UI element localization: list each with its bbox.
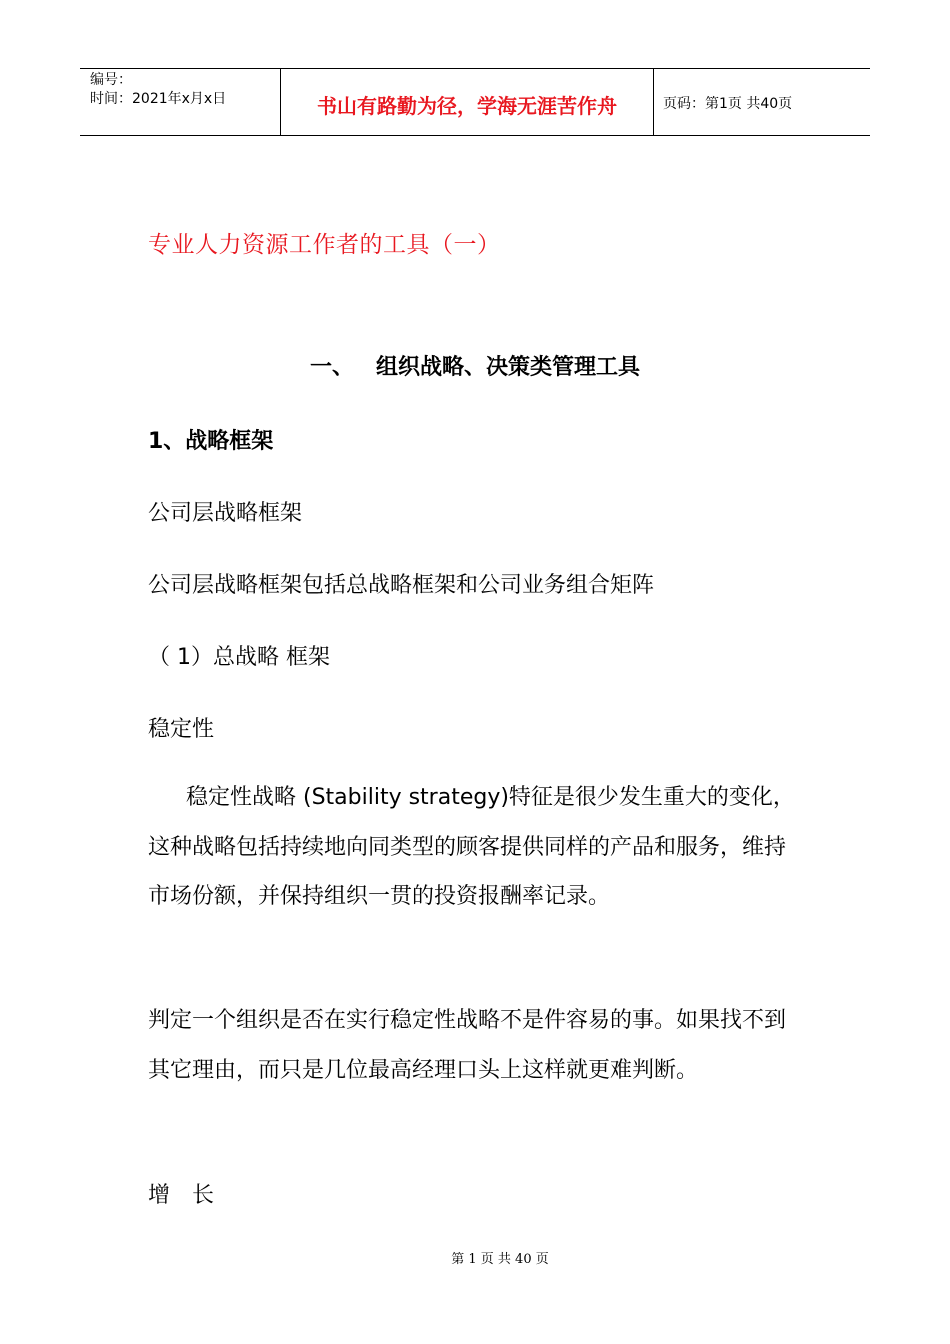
section-heading: [0, 350, 950, 381]
body-line-growth: 增 长: [148, 1183, 215, 1208]
section-number: 一、: [309, 355, 354, 380]
body-line-overall-strategy: （ 1）总战略 框架: [148, 645, 330, 670]
page-header: [80, 68, 870, 136]
body-line-stability: 稳定性: [148, 717, 215, 742]
document-number-label: 编号：: [90, 72, 132, 88]
header-motto: 书山有路勤为径，学海无涯苦作舟: [281, 69, 654, 135]
document-title: 专业人力资源工作者的工具（一）: [148, 232, 501, 258]
page-footer: 第 1 页 共 40 页: [451, 1252, 549, 1267]
header-page-info: 页码：第1页 共40页: [663, 96, 793, 112]
document-date: 时间：2021年x月x日: [90, 91, 227, 107]
body-line-framework-desc: 公司层战略框架包括总战略框架和公司业务组合矩阵: [148, 573, 655, 598]
paragraph-stability-strategy: 稳定性战略 (Stability strategy)特征是很少发生重大的变化，这种战略包括持续地向同类型的顾客提供同样的产品和服务，维持市场份额，并保持组织一贯的投资报酬率记录。: [148, 785, 795, 909]
header-meta-cell: [80, 69, 281, 135]
subsection-heading: 1、战略框架: [148, 429, 274, 454]
paragraph-judgement: 判定一个组织是否在实行稳定性战略不是件容易的事。如果找不到其它理由，而只是几位最高经理口头上这样就更难判断。: [148, 1008, 787, 1083]
section-title: 组织战略、决策类管理工具: [376, 355, 641, 380]
body-line-company-strategy: 公司层战略框架: [148, 501, 303, 526]
